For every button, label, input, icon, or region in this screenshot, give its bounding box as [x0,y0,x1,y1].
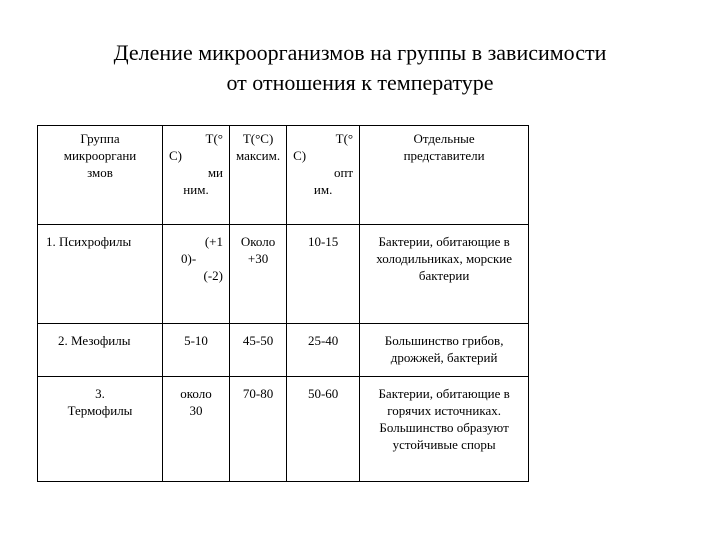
tmin-line: около [180,386,212,401]
reps-line: Бактерии, обитающие в [378,234,510,249]
reps-line: Большинство грибов, [384,333,504,348]
row-tmax-cell [230,377,287,482]
row-group-cell [38,225,163,324]
row-reps-cell [360,324,529,377]
reps-line: дрожжей, бактерий [390,350,498,365]
header-topt-line: им. [313,182,333,197]
header-topt [287,126,360,225]
title-line-2: от отношения к температуре [226,70,494,95]
header-topt-line: Т(° [335,131,354,146]
header-group-line: микрооргани [63,148,137,163]
row-topt-cell [287,225,360,324]
row-tmin-cell [163,225,230,324]
row-tmin-cell [163,324,230,377]
tmin-line: 30 [189,403,203,418]
temperature-groups-table [37,125,529,482]
header-tmax-line: максим. [236,148,281,163]
tmin-value: 5-10 [184,333,208,348]
reps-line: горячих источниках. [387,403,501,418]
row-tmin-cell [163,377,230,482]
row-tmax-cell [230,225,287,324]
row-group-cell [38,324,163,377]
tmax-line: +30 [247,251,269,266]
table-row [38,324,529,377]
topt-value: 50-60 [307,386,339,401]
header-reps-line: представители [403,148,485,163]
topt-value: 10-15 [307,234,339,249]
tmin-line: 0)- [181,251,197,266]
row-group-cell [38,377,163,482]
row-reps-cell [360,225,529,324]
header-reps-line: Отдельные [413,131,475,146]
header-topt-line: опт [333,165,354,180]
title-line-1: Деление микроорганизмов на группы в зависимости [113,40,607,65]
table-row [38,377,529,482]
tmin-line: (-2) [203,268,223,283]
header-tmin-line: С) [169,148,182,163]
reps-line: Бактерии, обитающие в [378,386,510,401]
tmax-value: 45-50 [242,333,274,348]
header-group [38,126,163,225]
header-tmax-line: Т(°С) [242,131,274,146]
header-tmin-line: Т(° [205,131,223,146]
header-group-line: змов [87,165,113,180]
header-tmin-line: ним. [183,182,209,197]
reps-line: холодильниках, морские [376,251,512,266]
row-reps-cell [360,377,529,482]
table-row [38,225,529,324]
group-name: 2. Мезофилы [58,333,131,348]
group-name: Термофилы [67,403,133,418]
tmax-line: Около [240,234,276,249]
header-tmin [163,126,230,225]
header-tmin-line: ми [207,165,223,180]
row-topt-cell [287,377,360,482]
reps-line: бактерии [418,268,470,283]
topt-value: 25-40 [307,333,339,348]
reps-line: устойчивые споры [392,437,496,452]
tmax-value: 70-80 [242,386,274,401]
header-group-line: Группа [80,131,120,146]
tmin-line: (+1 [204,234,223,249]
page-title [0,38,720,98]
row-tmax-cell [230,324,287,377]
group-name: 1. Психрофилы [46,234,132,249]
group-name: 3. [95,386,105,401]
table-header-row [38,126,529,225]
header-tmax [230,126,287,225]
reps-line: Большинство образуют [379,420,509,435]
row-topt-cell [287,324,360,377]
header-topt-line: С) [293,148,307,163]
header-representatives [360,126,529,225]
